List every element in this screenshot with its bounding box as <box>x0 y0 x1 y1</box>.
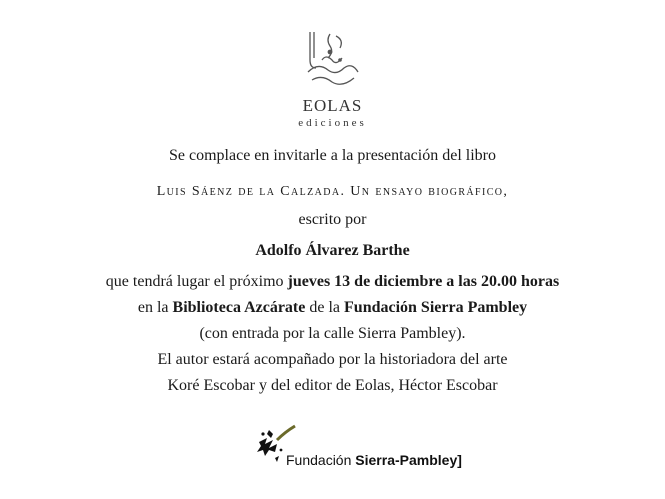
book-title: Luis Sáenz de la Calzada. Un ensayo biográfico, <box>156 184 509 199</box>
invitation-intro: Se complace en invitarle a la presentación del libro <box>169 147 496 164</box>
venue-foundation: Fundación Sierra Pambley <box>344 299 528 316</box>
companion-line-2: Koré Escobar y del editor de Eolas, Héctor Escobar <box>167 377 498 394</box>
logo-brand-name: EOLAS <box>302 96 363 115</box>
venue-middle: de la <box>305 299 345 316</box>
footer-brand <box>286 452 462 468</box>
companion-line-1: El autor estará acompañado por la historiadora del arte <box>157 351 508 368</box>
written-by: escrito por <box>298 211 367 228</box>
author-name: Adolfo Álvarez Barthe <box>255 242 410 259</box>
eolas-logo-icon <box>300 30 364 90</box>
footer-bracket: ] <box>457 452 462 468</box>
footer-brand-light: Fundación <box>286 452 356 468</box>
event-date: jueves 13 de diciembre a las 20.00 horas <box>287 273 560 290</box>
logo-brand-subtitle: ediciones <box>298 117 367 129</box>
venue-library: Biblioteca Azcárate <box>172 299 306 316</box>
venue-entrance-note: (con entrada por la calle Sierra Pambley). <box>199 325 466 342</box>
event-date-line <box>0 273 665 291</box>
event-venue-line <box>0 299 665 317</box>
event-date-prefix: que tendrá lugar el próximo <box>105 273 288 290</box>
venue-prefix: en la <box>137 299 173 316</box>
footer-brand-bold: Sierra-Pambley <box>355 452 458 468</box>
